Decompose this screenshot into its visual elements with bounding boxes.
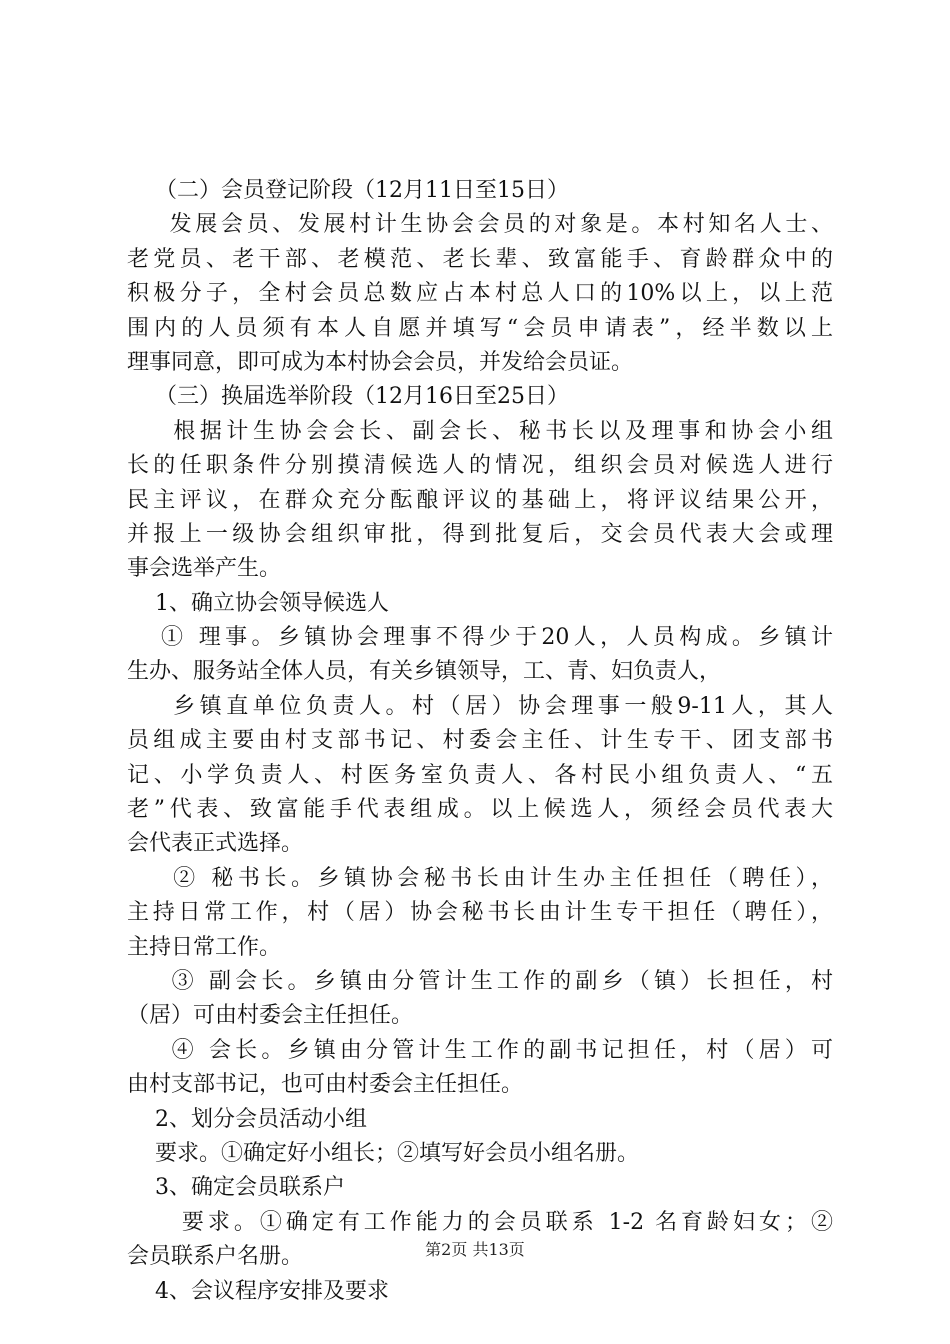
- text-line: 老”代表、致富能手代表组成。以上候选人，须经会员代表大: [127, 797, 833, 823]
- text-line: 民主评议，在群众充分酝酿评议的基础上，将评议结果公开，: [127, 487, 833, 513]
- text-line: 要求。①确定好小组长；②填写好会员小组名册。: [127, 1140, 639, 1166]
- text-line: 乡镇直单位负责人。村（居）协会理事一般9-11人，其人: [127, 693, 833, 719]
- text-line: （二）会员登记阶段（12月11日至15日）: [127, 178, 569, 203]
- text-line: 要求。①确定有工作能力的会员联系 1-2 名育龄妇女；②: [127, 1209, 833, 1235]
- text-line: ① 理事。乡镇协会理事不得少于20人，人员构成。乡镇计: [127, 625, 833, 651]
- text-line: 长的任职条件分别摸清候选人的情况，组织会员对候选人进行: [127, 453, 833, 479]
- text-line: 理事同意，即可成为本村协会会员，并发给会员证。: [127, 349, 634, 375]
- text-line: 会员联系户名册。: [127, 1244, 304, 1270]
- page-number-footer: 第2页 共13页: [425, 1240, 525, 1259]
- text-line: 围内的人员须有本人自愿并填写“会员申请表”，经半数以上: [127, 315, 833, 341]
- text-line: 主持日常工作，村（居）协会秘书长由计生专干担任（聘任），: [127, 900, 833, 926]
- text-line: 事会选举产生。: [127, 556, 282, 582]
- text-line: 3、确定会员联系户: [127, 1175, 345, 1201]
- text-line: 记、小学负责人、村医务室负责人、各村民小组负责人、“五: [127, 762, 833, 788]
- text-line: 主持日常工作。: [127, 934, 282, 960]
- text-line: ③ 副会长。乡镇由分管计生工作的副乡（镇）长担任，村: [127, 968, 833, 994]
- text-line: ④ 会长。乡镇由分管计生工作的副书记担任，村（居）可: [127, 1037, 833, 1063]
- text-line: 1、确立协会领导候选人: [127, 590, 389, 616]
- text-line: （居）可由村委会主任担任。: [127, 1003, 414, 1029]
- text-line: 2、划分会员活动小组: [127, 1106, 367, 1132]
- text-line: 4、会议程序安排及要求: [127, 1278, 389, 1304]
- text-line: 并报上一级协会组织审批，得到批复后，交会员代表大会或理: [127, 521, 833, 547]
- text-line: 发展会员、发展村计生协会会员的对象是。本村知名人士、: [127, 212, 833, 238]
- document-body: [127, 174, 833, 1309]
- text-line: ② 秘书长。乡镇协会秘书长由计生办主任担任（聘任），: [127, 865, 833, 891]
- text-line: （三）换届选举阶段（12月16日至25日）: [127, 384, 569, 410]
- text-line: 由村支部书记，也可由村委会主任担任。: [127, 1072, 524, 1098]
- text-line: 老党员、老干部、老模范、老长辈、致富能手、育龄群众中的: [127, 246, 833, 272]
- text-line: 员组成主要由村支部书记、村委会主任、计生专干、团支部书: [127, 728, 833, 754]
- text-line: 会代表正式选择。: [127, 831, 304, 857]
- text-line: 生办、服务站全体人员，有关乡镇领导，工、青、妇负责人，: [127, 659, 722, 685]
- text-line: 根据计生协会会长、副会长、秘书长以及理事和协会小组: [127, 418, 833, 444]
- text-line: 积极分子，全村会员总数应占本村总人口的10%以上，以上范: [127, 281, 833, 307]
